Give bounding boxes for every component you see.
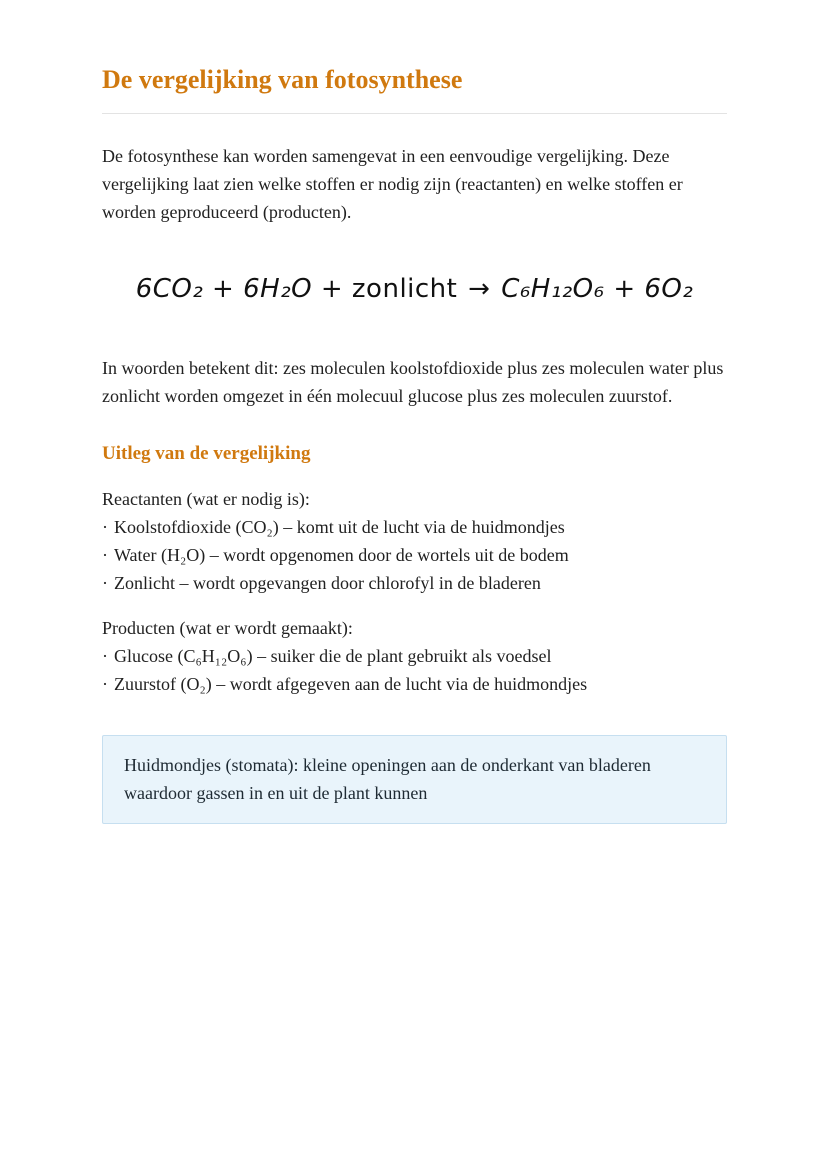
bullet-marker: · <box>102 674 108 694</box>
products-list <box>102 614 727 698</box>
infobox-stomata <box>102 735 727 824</box>
equation-arrow-icon: → <box>468 274 491 304</box>
list-item-text: Glucose (C₆H₁₂O₆) – suiker die de plant gebruikt als voedsel <box>114 646 552 666</box>
reactants-intro: Reactanten (wat er nodig is): <box>102 489 310 509</box>
photosynthesis-equation <box>102 274 727 304</box>
equation-products: C₆H₁₂O₆ + 6O₂ <box>501 274 694 304</box>
equation-reactants: 6CO₂ + 6H₂O + <box>135 274 344 304</box>
infobox-text: Huidmondjes (stomata): kleine openingen aan de onderkant van bladeren waardoor gassen in en uit de plant kunnen <box>124 755 651 803</box>
bullet-marker: · <box>102 545 108 565</box>
products-intro: Producten (wat er wordt gemaakt): <box>102 618 353 638</box>
list-item-text: Zonlicht – wordt opgevangen door chlorofyl in de bladeren <box>114 573 541 593</box>
in-words-paragraph: In woorden betekent dit: zes moleculen koolstofdioxide plus zes moleculen water plus zonlicht worden omgezet in één molecuul glucose plus zes moleculen zuurstof. <box>102 358 724 406</box>
bullet-marker: · <box>102 517 108 537</box>
list-item-text: Water (H₂O) – wordt opgenomen door de wortels uit de bodem <box>114 545 569 565</box>
equation-light-term: zonlicht <box>351 274 458 304</box>
list-item-text: Zuurstof (O₂) – wordt afgegeven aan de lucht via de huidmondjes <box>114 674 588 694</box>
list-item <box>102 670 727 698</box>
list-item <box>102 642 727 670</box>
list-item <box>102 541 727 569</box>
list-item <box>102 569 727 597</box>
bullet-marker: · <box>102 573 108 593</box>
reactants-list <box>102 485 727 597</box>
bullet-marker: · <box>102 646 108 666</box>
list-item-text: Koolstofdioxide (CO₂) – komt uit de lucht via de huidmondjes <box>114 517 565 537</box>
list-item <box>102 513 727 541</box>
title-divider <box>102 113 727 114</box>
intro-paragraph: De fotosynthese kan worden samengevat in een eenvoudige vergelijking. Deze vergelijking laat zien welke stoffen er nodig zijn (reactanten) en welke stoffen er worden geproduceerd (producten). <box>102 146 683 222</box>
page-title: De vergelijking van fotosynthese <box>102 65 463 94</box>
section-subheading: Uitleg van de vergelijking <box>102 443 311 464</box>
